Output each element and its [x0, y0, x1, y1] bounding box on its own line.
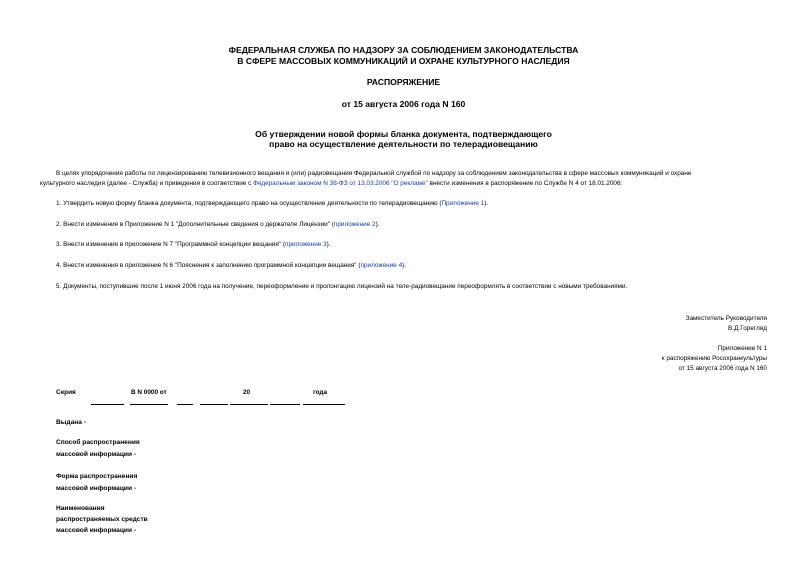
item-text: 2. Внести изменения в Приложение N 1 "Дополнительные сведения о держателе Лицензии" (	[56, 221, 334, 228]
item-text: 3. Внести изменения в приложение N 7 "Программной концепции вещания" (	[56, 241, 285, 248]
month-blank	[200, 404, 228, 405]
list-item	[56, 262, 406, 270]
appendix-title: Приложение N 1	[717, 345, 767, 352]
org-name-line2: В СФЕРЕ МАССОВЫХ КОММУНИКАЦИЙ И ОХРАНЕ КУЛЬТУРНОГО НАСЛЕДИЯ	[237, 56, 570, 66]
item-end: ).	[484, 200, 489, 207]
signature-name: В.Д.Горегляд	[728, 325, 767, 332]
intro-line2	[40, 180, 622, 188]
org-name-line1: ФЕДЕРАЛЬНАЯ СЛУЖБА ПО НАДЗОРУ ЗА СОБЛЮДЕНИЕМ ЗАКОНОДАТЕЛЬСТВА	[228, 45, 579, 55]
form-label-1: Форма распространения	[56, 473, 138, 480]
year-number: 20	[243, 389, 251, 396]
appendix-2-link[interactable]: приложение 2	[333, 221, 376, 228]
item-text: 4. Внести изменения в приложение N 6 "Пояснения к заполнению программной концепции вещания" (	[56, 262, 361, 269]
method-label-2: массовой информации -	[56, 451, 137, 458]
series-blank	[91, 404, 124, 405]
appendix-line2: к распоряжению Росохранкультуры	[661, 355, 767, 362]
document-type: РАСПОРЯЖЕНИЕ	[366, 77, 441, 87]
appendix-line3: от 15 августа 2006 года N 160	[678, 365, 767, 372]
year-label: года	[313, 389, 328, 396]
names-label-2: распространяемых средств	[56, 516, 148, 523]
item-text: 1. Утвердить новую форму бланка документа, подтверждающего право на осуществление деятельности по телерадиовещанию (	[56, 200, 442, 207]
appendix-4-link[interactable]: приложение 4	[360, 262, 403, 269]
names-label-3: массовой информации -	[56, 527, 137, 534]
item-end: ).	[375, 221, 380, 228]
subject-line1: Об утверждении новой формы бланка документа, подтверждающего	[255, 129, 552, 139]
form-label-2: массовой информации -	[56, 485, 137, 492]
month-blank-2	[230, 404, 268, 405]
signature-position: Заместитель Руководителя	[685, 315, 767, 322]
subject-line2: право на осуществление деятельности по телерадиовещанию	[269, 139, 538, 149]
list-item	[56, 283, 627, 291]
list-item	[56, 200, 488, 208]
appendix-1-link[interactable]: Приложение 1	[441, 200, 485, 207]
list-item	[56, 241, 331, 249]
names-label-1: Наименования	[56, 505, 105, 512]
year-blank-2	[303, 404, 345, 405]
issued-label: Выдана -	[56, 419, 86, 426]
intro-text-b: внести изменения в распоряжение по Службе N 4 от 18.01.2006:	[427, 180, 623, 187]
law-link[interactable]: Федеральным законом N 38-ФЗ от 13.03.2006 "О рекламе"	[253, 180, 428, 187]
number-label: В N 0000 от	[131, 389, 167, 396]
number-blank	[130, 404, 168, 405]
list-item	[56, 221, 380, 229]
intro-line1: В целях упорядочения работы по лицензированию телевизионного вещания и (или) радиовещания Федеральной службой по надзору за соблюдением законодательства в сфере массовых коммуникаций и охране	[56, 170, 692, 177]
document-date: от 15 августа 2006 года N 160	[341, 99, 466, 109]
series-label: Серия	[56, 389, 76, 396]
item-end: ).	[326, 241, 331, 248]
item-end: ).	[402, 262, 407, 269]
item-text: 5. Документы, поступившие после 1 июня 2006 года на получение, переоформление и пролонгацию лицензий на теле-радиовещание переоформлять в соответствии с новыми требованиями.	[56, 283, 628, 290]
day-blank	[177, 404, 193, 405]
year-blank	[270, 404, 300, 405]
method-label-1: Способ распространения	[56, 439, 140, 446]
intro-text-a: культурного наследия (далее - Служба) и приведения в соответствие с	[40, 180, 254, 187]
appendix-3-link[interactable]: приложение 3	[284, 241, 327, 248]
